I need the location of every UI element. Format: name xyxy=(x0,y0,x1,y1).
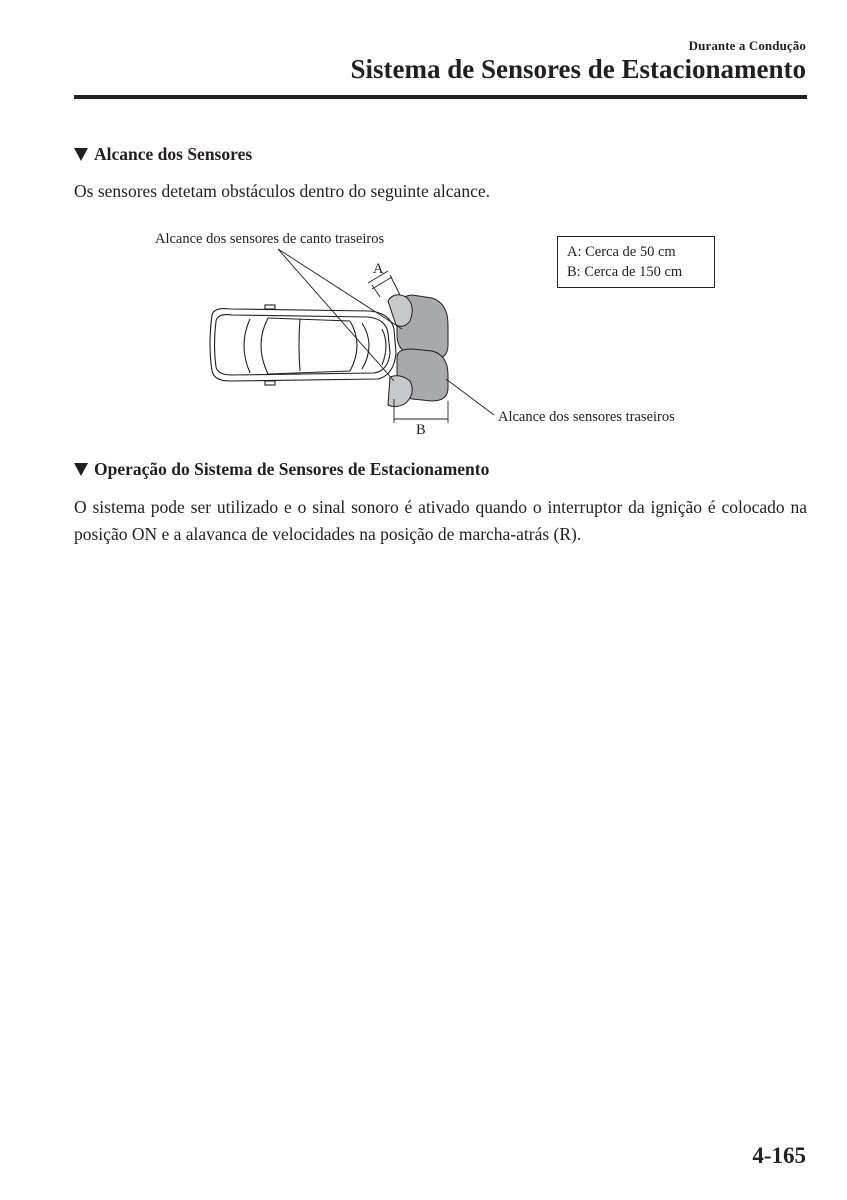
dimension-a-label: A xyxy=(373,261,384,277)
section-heading-text: Alcance dos Sensores xyxy=(94,144,253,164)
section-heading-text: Operação do Sistema de Sensores de Estacionamento xyxy=(94,459,490,479)
rear-sensor-range-label: Alcance dos sensores traseiros xyxy=(498,409,675,425)
corner-sensor-range-label: Alcance dos sensores de canto traseiros xyxy=(155,231,385,247)
car-outline xyxy=(210,305,396,385)
corner-sensor-zone-upper xyxy=(388,295,412,327)
sensor-range-diagram xyxy=(150,225,730,445)
legend-item-a: A: Cerca de 50 cm xyxy=(567,244,676,260)
rear-pointer-line xyxy=(446,379,494,415)
triangle-bullet-icon xyxy=(74,463,88,476)
header-rule xyxy=(74,95,807,99)
dimension-b-label: B xyxy=(416,422,426,438)
sensor-range-text: Os sensores detetam obstáculos dentro do seguinte alcance. xyxy=(74,181,490,201)
dimension-legend-box xyxy=(557,236,715,288)
legend-item-b: B: Cerca de 150 cm xyxy=(567,264,683,280)
corner-sensor-zone-lower xyxy=(388,376,412,407)
page-number: 4-165 xyxy=(752,1143,806,1168)
section-heading-sensor-range xyxy=(74,144,252,165)
system-operation-text: O sistema pode ser utilizado e o sinal sonoro é ativado quando o interruptor da ignição é colocado na posição ON e a alavanca de velocidades na posição de marcha-atrás (R). xyxy=(74,497,807,544)
page-title: Sistema de Sensores de Estacionamento xyxy=(350,54,806,84)
chapter-label: Durante a Condução xyxy=(688,38,806,53)
section-heading-system-operation xyxy=(74,459,489,480)
triangle-bullet-icon xyxy=(74,148,88,161)
